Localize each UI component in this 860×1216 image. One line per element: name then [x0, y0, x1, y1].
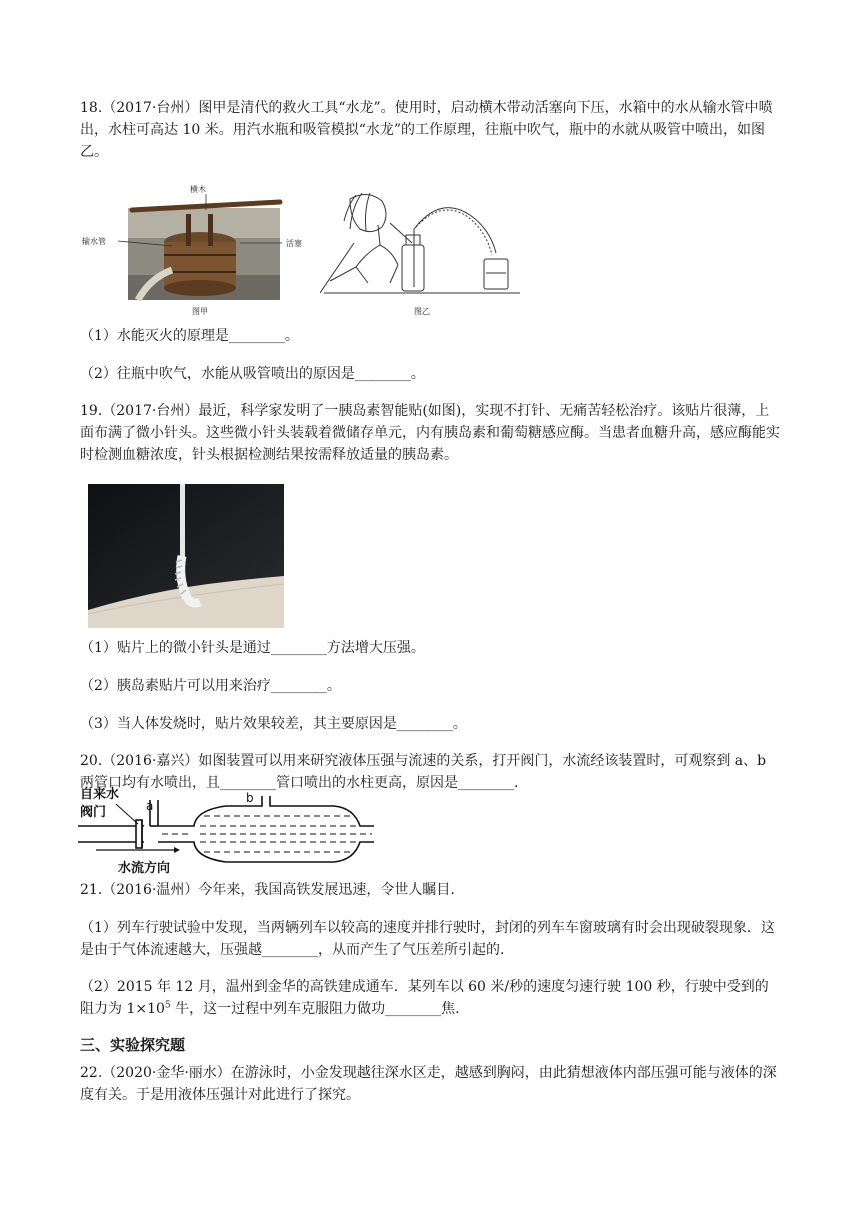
label-tube-b: b [246, 791, 254, 805]
q21-sub2-text-end: 牛，这一过程中列车克服阻力做功________焦. [170, 1001, 460, 1017]
q19-figure-patch [88, 484, 284, 628]
q19-sub3: （3）当人体发烧时，贴片效果较差，其主要原因是________。 [80, 716, 467, 732]
q21-sub2-text: （2）2015 年 12 月，温州到金华的高铁建成通车．某列车以 60 米/秒的速度匀速行驶 100 秒，行驶中受到的阻力为 1×10 [80, 979, 769, 1017]
q21-sub2 [80, 976, 780, 1020]
label-tap-water: 自来水 [80, 787, 120, 802]
label-crossbar: 横木 [190, 185, 206, 194]
q22-stem: 22.（2020·金华·丽水）在游泳时，小金发现越往深水区走，越感到胸闷，由此猜想液体内部压强可能与液体的深度有关。于是用液体压强计对此进行了探究。 [80, 1065, 777, 1103]
label-piston: 活塞 [286, 239, 302, 248]
label-tube-a: a [146, 799, 154, 813]
section-title: 三、实验探究题 [80, 1036, 186, 1054]
q18-sub1: （1）水能灭火的原理是________。 [80, 328, 299, 344]
q19-sub2: （2）胰岛素贴片可以用来治疗________。 [80, 678, 341, 694]
label-flow-direction: 水流方向 [118, 861, 171, 876]
caption-fig-a: 图甲 [192, 307, 208, 316]
q19-stem: 19.（2017·台州）最近，科学家发明了一胰岛素智能贴(如图)，实现不打针、无痛苦轻松治疗。该贴片很薄，上面布满了微小针头。这些微小针头装载着微储存单元，内有胰岛素和葡萄糖感应酶。当患者血糖升高，感应酶能实时检测血糖浓度，针头根据检测结果按需释放适量的胰岛素。 [80, 403, 780, 463]
q21-sub1: （1）列车行驶试验中发现，当两辆列车以较高的速度并排行驶时，封闭的列车车窗玻璃有时会出现破裂现象．这是由于气体流速越大，压强越________，从而产生了气压差所引起的. [80, 920, 775, 958]
q21-stem: 21.（2016·温州）今年来，我国高铁发展迅速，令世人瞩目. [80, 882, 455, 898]
q20-figure-apparatus [76, 786, 376, 878]
q18-figure-a [80, 180, 330, 320]
q18-stem: 18.（2017·台州）图甲是清代的救火工具“水龙”。使用时，启动横木带动活塞向下压，水箱中的水从输水管中喷出，水柱可高达 10 米。用汽水瓶和吸管模拟“水龙”的工作原理，往瓶中吹气，瓶中的水就从吸管中喷出，如图乙。 [80, 100, 773, 160]
q18-sub2: （2）往瓶中吹气，水能从吸管喷出的原因是________。 [80, 366, 425, 382]
caption-fig-b: 图乙 [414, 307, 430, 316]
q18-figure-b [320, 185, 530, 320]
label-valve: 阀门 [80, 805, 107, 820]
label-pipe: 输水管 [82, 237, 106, 246]
q21-sub2-exponent: 5 [164, 1000, 171, 1011]
q20-stem: 20.（2016·嘉兴）如图装置可以用来研究液体压强与流速的关系，打开阀门，水流经该装置时，可观察到 a、b 两管口均有水喷出，且________管口喷出的水柱更高，原因是________. [80, 753, 767, 791]
q19-sub1: （1）贴片上的微小针头是通过________方法增大压强。 [80, 640, 425, 656]
